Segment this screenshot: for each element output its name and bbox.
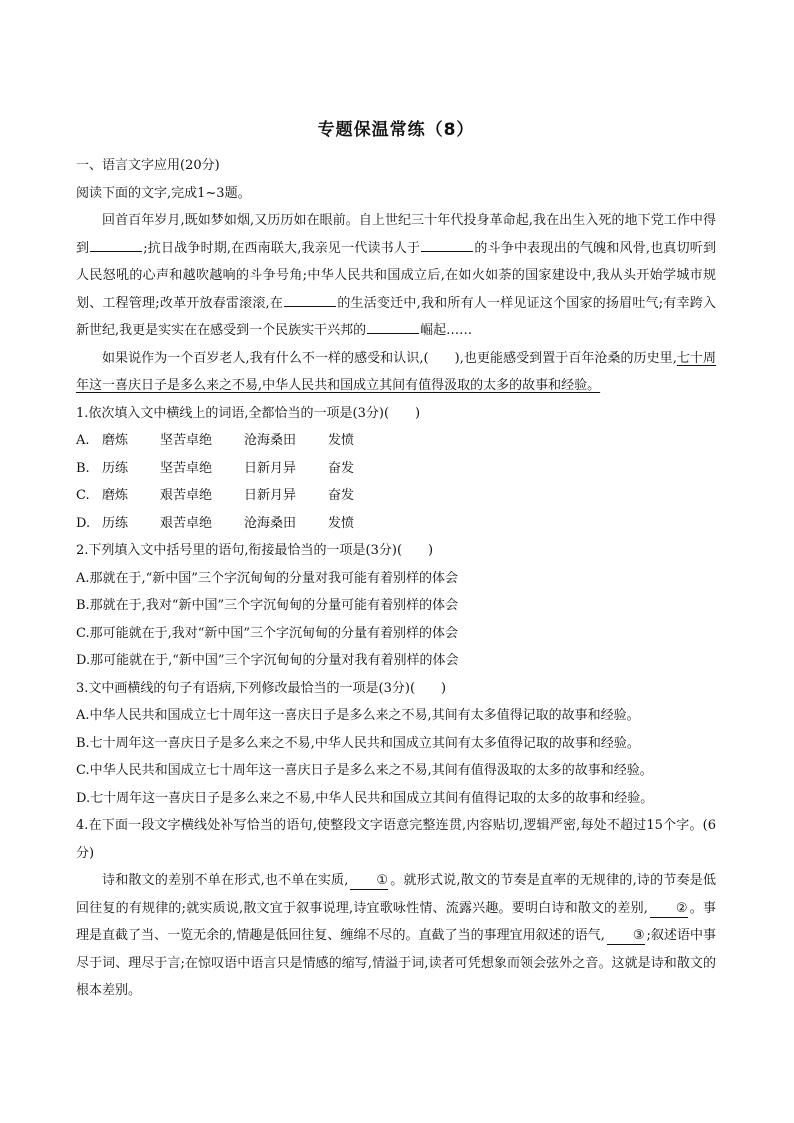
underlined-sentence: 七十周年这一喜庆日子是多么来之不易,中华人民共和国成立其间有值得汲取的太多的故事和经验。 <box>76 350 716 393</box>
question-2-stem: 2.下列填入文中括号里的语句,衔接最恰当的一项是(3分)( ) <box>76 543 434 558</box>
reading-instruction: 阅读下面的文字,完成1~3题。 <box>76 185 251 201</box>
question-2-option-c: C.那可能就在于,我对“新中国”三个字沉甸甸的分量有着别样的体会 <box>76 625 459 641</box>
question-3-option-c: C.中华人民共和国成立七十周年这一喜庆日子是多么来之不易,其间有值得汲取的太多的故事和经验。 <box>76 763 653 778</box>
question-2-option-d: D.那可能就在于,“新中国”三个字沉甸甸的分量对我有着别样的体会 <box>76 653 459 668</box>
answer-blank-3: ③ <box>607 928 645 945</box>
question-3-stem: 3.文中画横线的句子有语病,下列修改最恰当的一项是(3分)( ) <box>76 680 447 696</box>
question-1-option-c: C. 磨炼 艰苦卓绝 日新月异 奋发 <box>76 488 355 503</box>
question-2-option-a: A.那就在于,“新中国”三个字沉甸甸的分量对我可能有着别样的体会 <box>76 570 458 586</box>
fill-blank-3 <box>284 292 336 307</box>
answer-blank-2: ② <box>650 901 688 918</box>
question-3-option-d: D.七十周年这一喜庆日子是多么来之不易,中华人民共和国成立其间有值得记取的太多的故事和经验。 <box>76 790 654 806</box>
question-1-stem: 1.依次填入文中横线上的词语,全都恰当的一项是(3分)( ) <box>76 405 421 421</box>
passage-paragraph-2: 如果说作为一个百岁老人,我有什么不一样的感受和认识,( ),也更能感受到置于百年沧桑的历史里,七十周年这一喜庆日子是多么来之不易,中华人民共和国成立其间有值得汲取的太多的故事和经验。 <box>76 350 716 393</box>
question-1-option-d: D. 历练 艰苦卓绝 沧海桑田 发愤 <box>76 515 355 531</box>
question-3-option-a: A.中华人民共和国成立七十周年这一喜庆日子是多么来之不易,其间有太多值得记取的故事和经验。 <box>76 708 640 723</box>
section-heading: 一、语言文字应用(20分) <box>76 158 220 173</box>
question-1-option-b: B. 历练 坚苦卓绝 日新月异 奋发 <box>76 460 355 476</box>
page-title: 专题保温常练（8） <box>317 120 475 140</box>
document-page <box>76 115 716 1005</box>
question-4-stem: 4.在下面一段文字横线处补写恰当的语句,使整段文字语意完整连贯,内容贴切,逻辑严密,每处不超过15个字。(6分) <box>76 818 716 861</box>
question-2-option-b: B.那就在于,我对“新中国”三个字沉甸甸的分量可能有着别样的体会 <box>76 598 459 613</box>
fill-blank-1 <box>90 237 142 252</box>
question-4-passage: 诗和散文的差别不单在形式,也不单在实质, ① 。就形式说,散文的节奏是直率的无规律的,诗的节奏是低回往复的有规律的;就实质说,散文宜于叙事说理,诗宜歌咏性情、流露兴趣。要明白诗和散文的差别, ② 。事理是直截了当、一览无余的,情趣是低回往复、缠绵不尽的。直截了当的事理宜用叙述的语气, ③ ;叙述语中事尽于词、理尽于言;在惊叹语中语言只是情感的缩写,情溢于词,读者可凭想象而领会弦外之音。这就是诗和散文的根本差别。 <box>76 873 717 998</box>
fill-blank-2 <box>421 237 473 252</box>
question-3-option-b: B.七十周年这一喜庆日子是多么来之不易,中华人民共和国成立其间有太多值得记取的故事和经验。 <box>76 735 640 751</box>
question-1-option-a: A. 磨炼 坚苦卓绝 沧海桑田 发愤 <box>76 433 355 448</box>
fill-blank-4 <box>367 319 419 334</box>
answer-blank-1: ① <box>350 873 388 890</box>
passage-paragraph-1: 回首百年岁月,既如梦如烟,又历历如在眼前。自上世纪三十年代投身革命起,我在出生入死的地下党工作中得到 ;抗日战争时期,在西南联大,我亲见一代读书人于 的斗争中表现出的气魄和风骨,也真切听到人民怒吼的心声和越吹越响的斗争号角;中华人民共和国成立后,在如火如荼的国家建设中,我从头开始学城市规划、工程管理;改革开放春雷滚滚,在 的生活变迁中,我和所有人一样见证这个国家的扬眉吐气;有幸跨入新世纪,我更是实实在在感受到一个民族实干兴邦的 崛起…… <box>76 213 717 338</box>
